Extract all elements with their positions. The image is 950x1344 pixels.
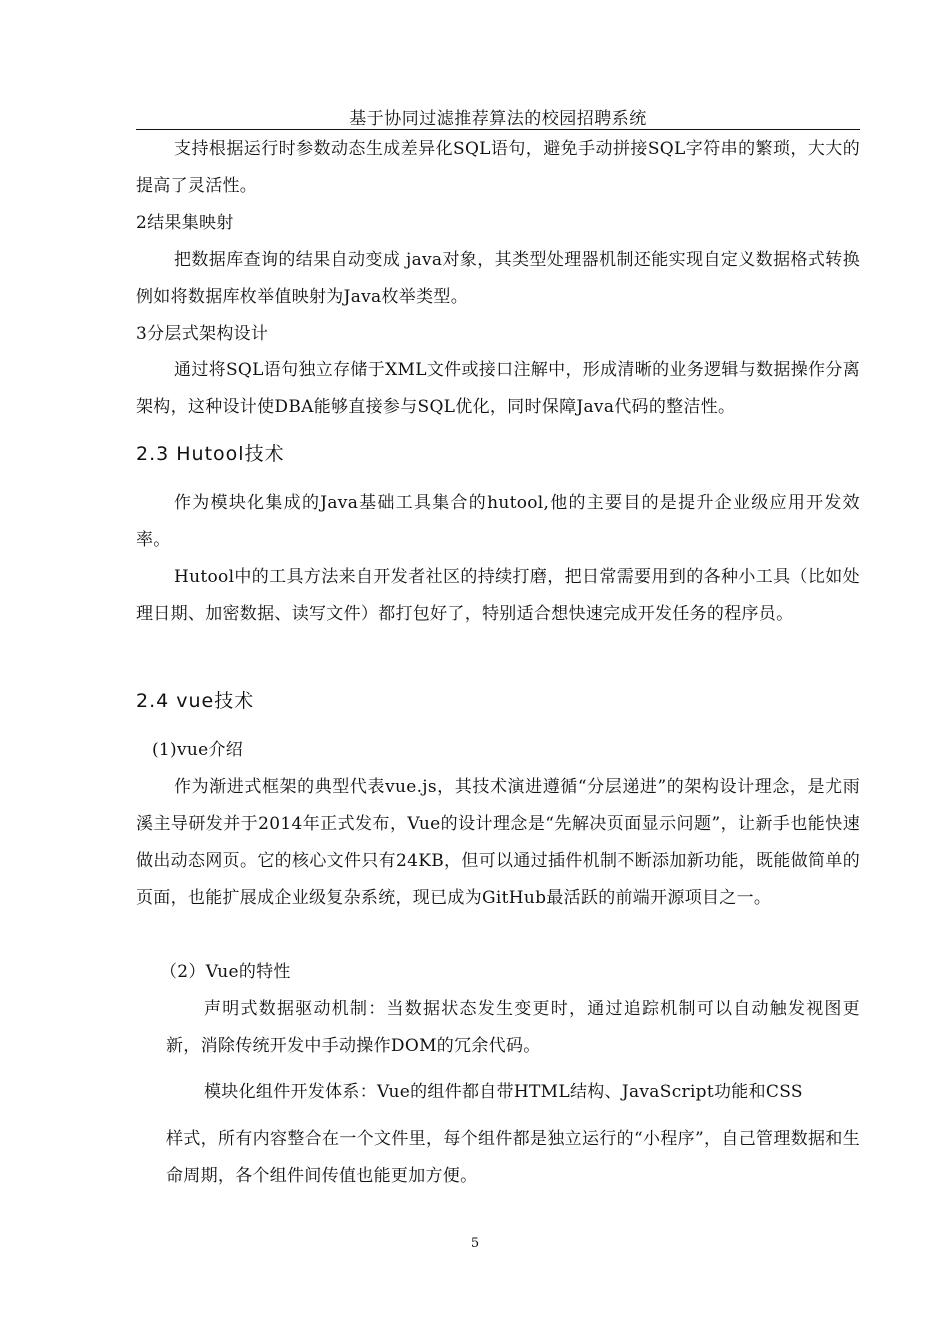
list-item-layered-architecture: 3分层式架构设计 [136, 324, 269, 344]
running-header: 基于协同过滤推荐算法的校园招聘系统 [349, 109, 647, 129]
section-heading-hutool: 2.3 Hutool技术 [136, 443, 285, 465]
paragraph-result-mapping: 把数据库查询的结果自动变成 java对象，其类型处理器机制还能实现自定义数据格式转换例如将数据库枚举值映射为Java枚举类型。 [136, 250, 860, 307]
header-rule [136, 129, 860, 130]
paragraph-layered-architecture: 通过将SQL语句独立存储于XML文件或接口注解中，形成清晰的业务逻辑与数据操作分离架构，这种设计使DBA能够直接参与SQL优化，同时保障Java代码的整洁性。 [136, 360, 860, 417]
paragraph-component-system: 样式，所有内容整合在一个文件里，每个组件都是独立运行的“小程序”，自己管理数据和生命周期，各个组件间传值也能更加方便。 [166, 1129, 860, 1186]
paragraph-hutool-intro: 作为模块化集成的Java基础工具集合的hutool,他的主要目的是提升企业级应用开发效率。 [136, 493, 860, 550]
list-item-result-mapping: 2结果集映射 [136, 213, 234, 233]
paragraph-dynamic-sql: 支持根据运行时参数动态生成差异化SQL语句，避免手动拼接SQL字符串的繁琐，大大的提高了灵活性。 [136, 139, 860, 196]
subheading-vue-features: （2）Vue的特性 [160, 962, 291, 982]
paragraph-hutool-tools: Hutool中的工具方法来自开发者社区的持续打磨，把日常需要用到的各种小工具（比如处理日期、加密数据、读写文件）都打包好了，特别适合想快速完成开发任务的程序员。 [136, 567, 860, 624]
paragraph-vue-intro: 作为渐进式框架的典型代表vue.js，其技术演进遵循“分层递进”的架构设计理念，是尤雨溪主导研发并于2014年正式发布，Vue的设计理念是“先解决页面显示问题”，让新手也能快速做出动态网页。它的核心文件只有24KB，但可以通过插件机制不断添加新功能，既能做简单的页面，也能扩展成企业级复杂系统，现已成为GitHub最活跃的前端开源项目之一。 [136, 777, 860, 908]
paragraph-declarative-data: 声明式数据驱动机制：当数据状态发生变更时，通过追踪机制可以自动触发视图更新，消除传统开发中手动操作DOM的冗余代码。 [166, 999, 860, 1056]
section-heading-vue: 2.4 vue技术 [136, 690, 255, 712]
paragraph-component-system-line1: 模块化组件开发体系：Vue的组件都自带HTML结构、JavaScript功能和CSS [204, 1082, 803, 1102]
page-number: 5 [470, 1236, 480, 1251]
subheading-vue-intro: (1)vue介绍 [152, 740, 244, 760]
